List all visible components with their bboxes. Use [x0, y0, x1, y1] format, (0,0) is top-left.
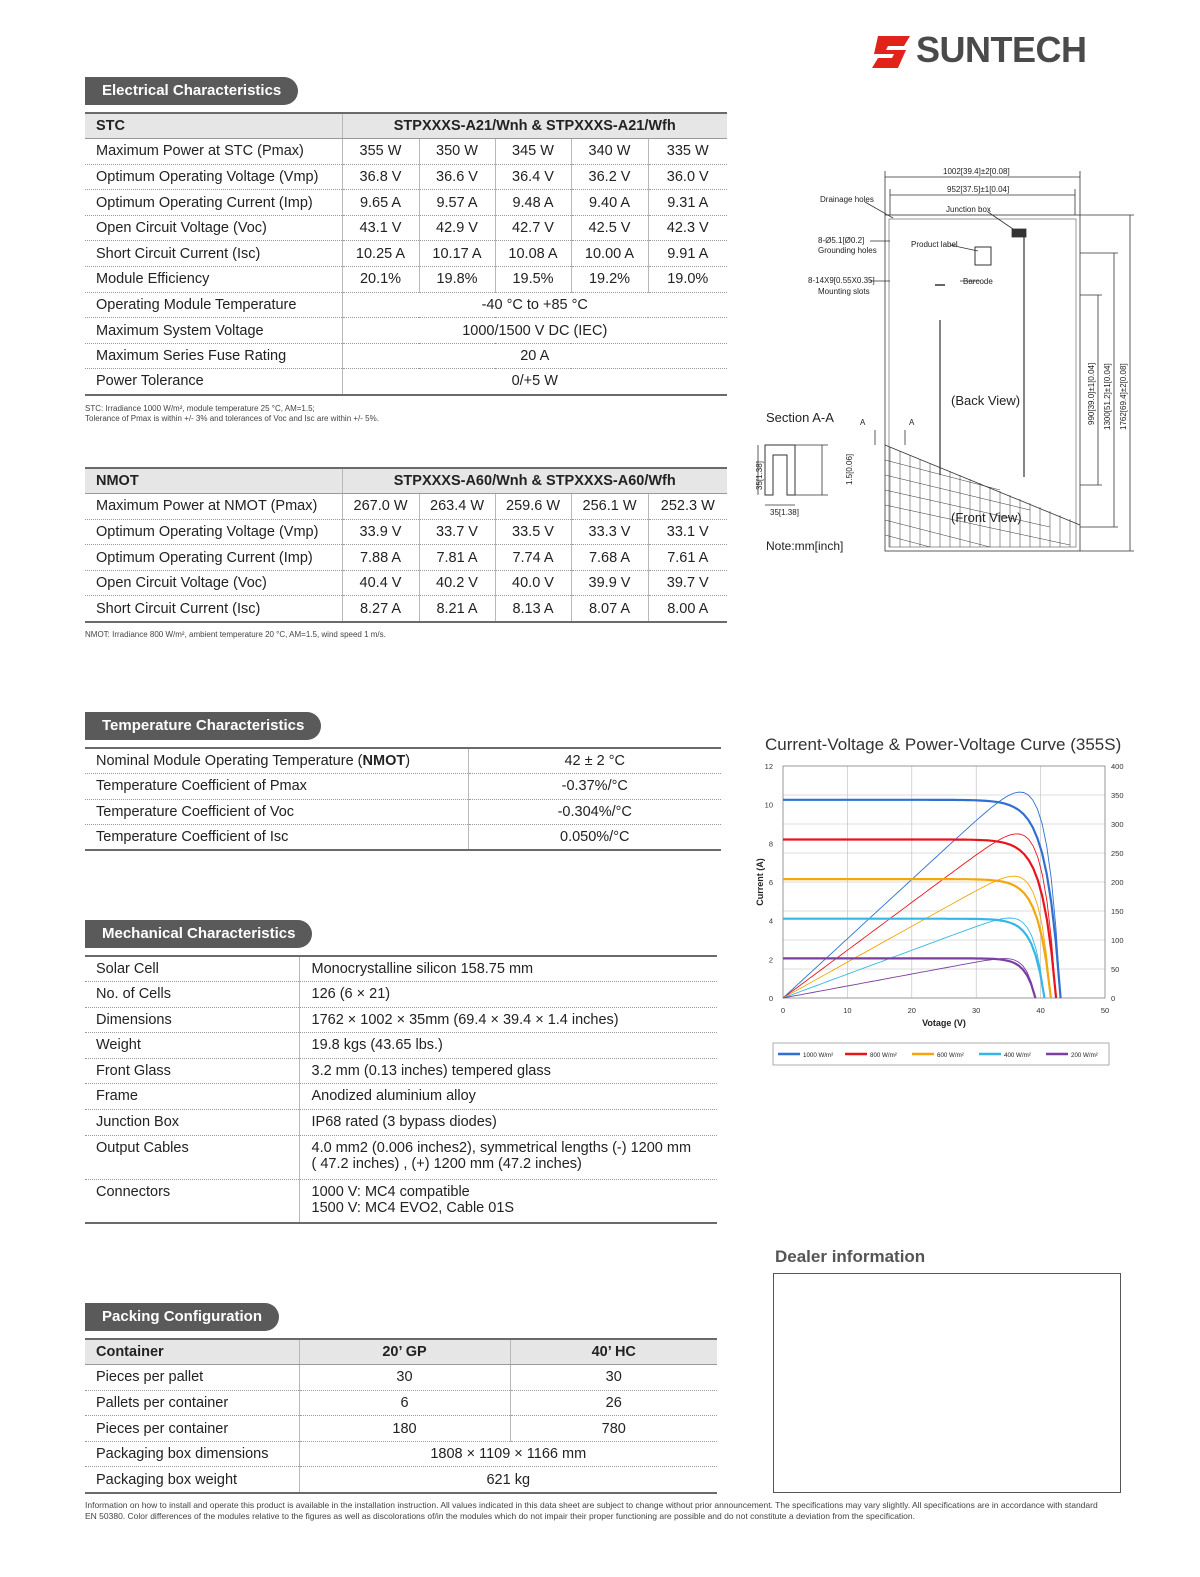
table-row [85, 343, 727, 369]
row-value: 20 A [342, 343, 727, 369]
row-value: 350 W [419, 139, 495, 165]
dim-1-5: 1.5[0.06] [845, 453, 854, 485]
module-drawing [730, 155, 1150, 565]
row-label: Power Tolerance [85, 369, 342, 395]
row-value-line-1: Anodized aluminium alloy [311, 1088, 476, 1105]
row-value: 340 W [571, 139, 648, 165]
section-label: Section A-A [766, 410, 834, 425]
packing-header-container: Container [85, 1339, 299, 1365]
stc-model: STPXXXS-A21/Wnh & STPXXXS-A21/Wfh [342, 113, 727, 139]
row-value: 39.9 V [571, 570, 648, 596]
row-value: 8.21 A [419, 596, 495, 622]
legend-label: 400 W/m² [1004, 1052, 1031, 1059]
pv-curve [783, 834, 1056, 998]
y2-tick-label: 50 [1111, 965, 1120, 974]
row-value: 9.65 A [342, 190, 419, 216]
row-value: 8.00 A [648, 596, 727, 622]
table-row [85, 494, 727, 520]
row-value: 36.4 V [495, 164, 571, 190]
iv-curve [783, 879, 1051, 998]
iv-curve [783, 800, 1061, 998]
row-value: 7.68 A [571, 545, 648, 571]
table-row [85, 596, 727, 622]
row-value: 42.7 V [495, 215, 571, 241]
temperature-table [85, 747, 721, 851]
row-label: Module Efficiency [85, 267, 342, 293]
row-value: 40.4 V [342, 570, 419, 596]
row-value: 1808 × 1109 × 1166 mm [299, 1441, 717, 1467]
junction-label: Junction box [946, 205, 991, 214]
row-value: 40.2 V [419, 570, 495, 596]
units-note: Note:mm[inch] [766, 539, 844, 553]
table-row [85, 570, 727, 596]
row-label: Pieces per pallet [85, 1365, 299, 1391]
packing-header-20gp: 20’ GP [299, 1339, 510, 1365]
row-value: 180 [299, 1416, 510, 1442]
packing-header-40hc: 40’ HC [510, 1339, 717, 1365]
row-value [299, 1084, 717, 1110]
row-value: 39.7 V [648, 570, 727, 596]
chart-title: Current-Voltage & Power-Voltage Curve (355S) [765, 735, 1122, 754]
row-value: 36.0 V [648, 164, 727, 190]
row-value: 30 [510, 1365, 717, 1391]
dim-35-width: 35[1.38] [770, 508, 799, 517]
dim-width-inner: 952[37.5]±1[0.04] [947, 185, 1010, 194]
row-value: 36.2 V [571, 164, 648, 190]
dealer-title: Dealer information [775, 1247, 926, 1266]
table-row [85, 1033, 717, 1059]
row-value: 36.8 V [342, 164, 419, 190]
row-label-text: Temperature Coefficient of Pmax [96, 778, 307, 795]
table-row [85, 369, 727, 395]
y2-tick-label: 200 [1111, 878, 1124, 887]
row-value-line-1: 1762 × 1002 × 35mm (69.4 × 39.4 × 1.4 inches) [311, 1011, 619, 1028]
table-row [85, 774, 721, 800]
section-title-mechanical: Mechanical Characteristics [85, 920, 312, 948]
section-marker-a-left: A [860, 418, 866, 427]
table-row [85, 1390, 717, 1416]
y2-tick-label: 350 [1111, 791, 1124, 800]
row-value: 19.8% [419, 267, 495, 293]
table-row [85, 825, 721, 851]
row-value: 9.48 A [495, 190, 571, 216]
row-label: Weight [85, 1033, 299, 1059]
row-value: 259.6 W [495, 494, 571, 520]
legend-label: 1000 W/m² [803, 1052, 834, 1059]
y-tick-label: 12 [764, 762, 773, 771]
row-value: 7.74 A [495, 545, 571, 571]
table-row [85, 1365, 717, 1391]
iv-pv-chart [748, 758, 1138, 1073]
table-row [85, 1467, 717, 1493]
x-tick-label: 30 [972, 1006, 981, 1015]
table-row [85, 956, 717, 982]
row-label [85, 748, 468, 774]
packing-header-row [85, 1339, 717, 1365]
row-value: 335 W [648, 139, 727, 165]
mounting-spec: 8-14X9[0.55X0.35] [808, 276, 875, 285]
grounding-spec: 8-Ø5.1[Ø0.2] [818, 236, 865, 245]
table-row [85, 215, 727, 241]
table-row [85, 1058, 717, 1084]
row-value: 10.17 A [419, 241, 495, 267]
row-value: 19.5% [495, 267, 571, 293]
row-value-line-1: Monocrystalline silicon 158.75 mm [311, 961, 534, 977]
table-row [85, 139, 727, 165]
stc-note-line-2: Tolerance of Pmax is within +/- 3% and tolerances of Voc and Isc are within +/- 5%. [85, 414, 379, 423]
legend-label: 200 W/m² [1071, 1052, 1098, 1059]
table-row [85, 748, 721, 774]
row-label [85, 799, 468, 825]
row-label-bold: NMOT [362, 753, 406, 770]
row-label: No. of Cells [85, 982, 299, 1008]
dim-1300: 1300[51.2]±1[0.04] [1103, 363, 1112, 430]
table-row [85, 164, 727, 190]
y2-tick-label: 150 [1111, 907, 1124, 916]
row-label: Output Cables [85, 1135, 299, 1179]
row-label [85, 825, 468, 851]
x-tick-label: 10 [843, 1006, 852, 1015]
mounting-label: Mounting slots [818, 287, 870, 296]
row-label: Operating Module Temperature [85, 292, 342, 318]
packing-table [85, 1338, 717, 1494]
row-value-line-1: 19.8 kgs (43.65 lbs.) [311, 1037, 443, 1054]
row-label: Optimum Operating Voltage (Vmp) [85, 164, 342, 190]
table-row [85, 292, 727, 318]
product-label: Product label [911, 240, 958, 249]
row-value: 0.050%/°C [468, 825, 721, 851]
row-value: 42.3 V [648, 215, 727, 241]
y2-tick-label: 100 [1111, 936, 1124, 945]
row-value: 36.6 V [419, 164, 495, 190]
row-value-line-2: ( 47.2 inches) , (+) 1200 mm (47.2 inches) [311, 1155, 582, 1172]
row-value-line-1: IP68 rated (3 bypass diodes) [311, 1114, 497, 1131]
drainage-label: Drainage holes [820, 195, 874, 204]
row-value: 33.5 V [495, 519, 571, 545]
y-tick-label: 8 [768, 839, 773, 849]
row-label: Optimum Operating Voltage (Vmp) [85, 519, 342, 545]
legend-label: 600 W/m² [937, 1052, 964, 1059]
row-value: 42 ± 2 °C [468, 748, 721, 774]
row-value: 19.2% [571, 267, 648, 293]
row-label-text: Nominal Module Operating Temperature ( [96, 753, 363, 770]
row-value: 7.81 A [419, 545, 495, 571]
row-value: 256.1 W [571, 494, 648, 520]
section-title-temperature: Temperature Characteristics [85, 712, 321, 740]
row-label: Maximum Power at NMOT (Pmax) [85, 494, 342, 520]
row-label: Pallets per container [85, 1390, 299, 1416]
row-value-line-2: 1500 V: MC4 EVO2, Cable 01S [311, 1199, 515, 1216]
row-label [85, 774, 468, 800]
table-row [85, 1416, 717, 1442]
row-value: 780 [510, 1416, 717, 1442]
row-value-line-1: 126 (6 × 21) [311, 986, 391, 1003]
table-row [85, 1441, 717, 1467]
table-row [85, 1084, 717, 1110]
stc-note-line-1: STC: Irradiance 1000 W/m², module temperature 25 °C, AM=1.5; [85, 404, 315, 413]
nmot-header-row [85, 468, 727, 494]
table-row [85, 799, 721, 825]
nmot-note: NMOT: Irradiance 800 W/m², ambient temperature 20 °C, AM=1.5, wind speed 1 m/s. [85, 630, 386, 639]
y-tick-label: 0 [768, 994, 773, 1003]
stc-note [85, 404, 379, 424]
table-row [85, 1007, 717, 1033]
x-tick-label: 20 [907, 1006, 916, 1015]
row-value: 9.40 A [571, 190, 648, 216]
row-value: 7.88 A [342, 545, 419, 571]
suntech-logo-mark [872, 32, 912, 72]
row-label: Connectors [85, 1179, 299, 1223]
row-label: Open Circuit Voltage (Voc) [85, 570, 342, 596]
y2-tick-label: 0 [1111, 994, 1116, 1003]
row-label: Pieces per container [85, 1416, 299, 1442]
back-view-label: (Back View) [951, 393, 1021, 408]
row-value: 10.08 A [495, 241, 571, 267]
row-value: 33.7 V [419, 519, 495, 545]
table-row [85, 982, 717, 1008]
row-label: Frame [85, 1084, 299, 1110]
x-tick-label: 0 [780, 1006, 786, 1015]
row-value [299, 982, 717, 1008]
row-value: 355 W [342, 139, 419, 165]
row-value: 6 [299, 1390, 510, 1416]
row-value: 33.9 V [342, 519, 419, 545]
row-value: 9.57 A [419, 190, 495, 216]
nmot-model: STPXXXS-A60/Wnh & STPXXXS-A60/Wfh [342, 468, 727, 494]
stc-table [85, 112, 727, 396]
row-label: Maximum System Voltage [85, 318, 342, 344]
table-row [85, 1110, 717, 1136]
row-value: 10.25 A [342, 241, 419, 267]
row-label-text: Temperature Coefficient of Voc [96, 803, 295, 820]
row-value: 20.1% [342, 267, 419, 293]
row-label: Packaging box weight [85, 1467, 299, 1493]
row-label: Short Circuit Current (Isc) [85, 241, 342, 267]
row-value: 9.31 A [648, 190, 727, 216]
row-value: 621 kg [299, 1467, 717, 1493]
section-title-electrical: Electrical Characteristics [85, 77, 298, 105]
row-value: 8.07 A [571, 596, 648, 622]
row-label: Junction Box [85, 1110, 299, 1136]
dim-990: 990[39.0]±1[0.04] [1087, 362, 1096, 425]
table-row [85, 318, 727, 344]
row-value: 263.4 W [419, 494, 495, 520]
y-tick-label: 2 [768, 955, 773, 965]
table-row [85, 519, 727, 545]
row-value: 252.3 W [648, 494, 727, 520]
y2-tick-label: 300 [1111, 820, 1124, 829]
row-label: Optimum Operating Current (Imp) [85, 545, 342, 571]
row-label: Maximum Power at STC (Pmax) [85, 139, 342, 165]
row-value: 7.61 A [648, 545, 727, 571]
suntech-logo [872, 30, 1112, 74]
y-axis-label: Current (A) [755, 858, 765, 906]
row-value: 30 [299, 1365, 510, 1391]
row-value: 33.1 V [648, 519, 727, 545]
mechanical-table [85, 955, 717, 1224]
dim-1762: 1762[69.4]±2[0.08] [1119, 363, 1128, 430]
x-tick-label: 40 [1036, 1006, 1045, 1015]
nmot-header: NMOT [85, 468, 342, 494]
table-row [85, 1135, 717, 1179]
table-row [85, 1179, 717, 1223]
row-value: 42.5 V [571, 215, 648, 241]
row-value: -0.37%/°C [468, 774, 721, 800]
row-value: 43.1 V [342, 215, 419, 241]
row-label: Short Circuit Current (Isc) [85, 596, 342, 622]
row-value: 1000/1500 V DC (IEC) [342, 318, 727, 344]
table-row [85, 545, 727, 571]
row-value-line-1: 1000 V: MC4 compatible [311, 1183, 470, 1200]
row-value: 8.13 A [495, 596, 571, 622]
row-value: 267.0 W [342, 494, 419, 520]
stc-header: STC [85, 113, 342, 139]
row-label: Packaging box dimensions [85, 1441, 299, 1467]
row-value: 10.00 A [571, 241, 648, 267]
table-row [85, 241, 727, 267]
row-value [299, 1058, 717, 1084]
table-row [85, 267, 727, 293]
row-label: Dimensions [85, 1007, 299, 1033]
row-label-text: Temperature Coefficient of Isc [96, 829, 289, 846]
row-value: 8.27 A [342, 596, 419, 622]
row-value: 42.9 V [419, 215, 495, 241]
row-value: -0.304%/°C [468, 799, 721, 825]
row-label: Open Circuit Voltage (Voc) [85, 215, 342, 241]
row-value: 9.91 A [648, 241, 727, 267]
row-label: Optimum Operating Current (Imp) [85, 190, 342, 216]
section-title-packing: Packing Configuration [85, 1303, 279, 1331]
row-value-line-1: 4.0 mm2 (0.006 inches2), symmetrical lengths (-) 1200 mm [311, 1139, 692, 1156]
row-value-line-1: 3.2 mm (0.13 inches) tempered glass [311, 1062, 551, 1079]
dealer-box [773, 1273, 1121, 1493]
row-value [299, 1007, 717, 1033]
dim-35-height: 35[1.38] [755, 461, 764, 490]
row-value: 26 [510, 1390, 717, 1416]
x-axis-label: Votage (V) [922, 1018, 966, 1028]
table-row [85, 190, 727, 216]
y-tick-label: 4 [768, 916, 773, 926]
front-view-label: (Front View) [951, 510, 1022, 525]
row-value: 40.0 V [495, 570, 571, 596]
nmot-table [85, 467, 727, 623]
row-label: Front Glass [85, 1058, 299, 1084]
barcode-label: Barcode [963, 277, 993, 286]
row-value: 33.3 V [571, 519, 648, 545]
pv-curve [783, 959, 1035, 998]
row-value [299, 1110, 717, 1136]
row-value: 345 W [495, 139, 571, 165]
y-tick-label: 6 [768, 878, 773, 887]
row-value [299, 1033, 717, 1059]
y-tick-label: 10 [764, 800, 773, 810]
footer-disclaimer: Information on how to install and operate this product is available in the installation instruction. All values indicated in this data sheet are subject to change without prior announcement. The specifications may vary slightly. All specifications are in accordance with standard EN 50380. Color differences of the modules relative to the figures as well as discolorations of/in the modules which do not impair their proper functioning are possible and do not constitute a deviation from the specification. [85, 1500, 1098, 1521]
row-label-tail: ) [405, 753, 411, 770]
x-tick-label: 50 [1100, 1006, 1110, 1015]
iv-curve [783, 958, 1035, 998]
y2-tick-label: 250 [1111, 849, 1124, 858]
row-label: Maximum Series Fuse Rating [85, 343, 342, 369]
stc-header-row [85, 113, 727, 139]
row-value: 0/+5 W [342, 369, 727, 395]
y2-tick-label: 400 [1111, 762, 1124, 771]
legend-label: 800 W/m² [870, 1052, 897, 1059]
row-value: -40 °C to +85 °C [342, 292, 727, 318]
brand-name: SUNTECH [916, 29, 1087, 70]
dim-width-total: 1002[39.4]±2[0.08] [943, 167, 1010, 176]
row-label: Solar Cell [85, 956, 299, 982]
pv-curve [783, 876, 1051, 998]
row-value [299, 956, 717, 982]
section-marker-a-right: A [909, 418, 915, 427]
row-value [299, 1179, 717, 1223]
grounding-label: Grounding holes [818, 246, 877, 255]
row-value [299, 1135, 717, 1179]
row-value: 19.0% [648, 267, 727, 293]
